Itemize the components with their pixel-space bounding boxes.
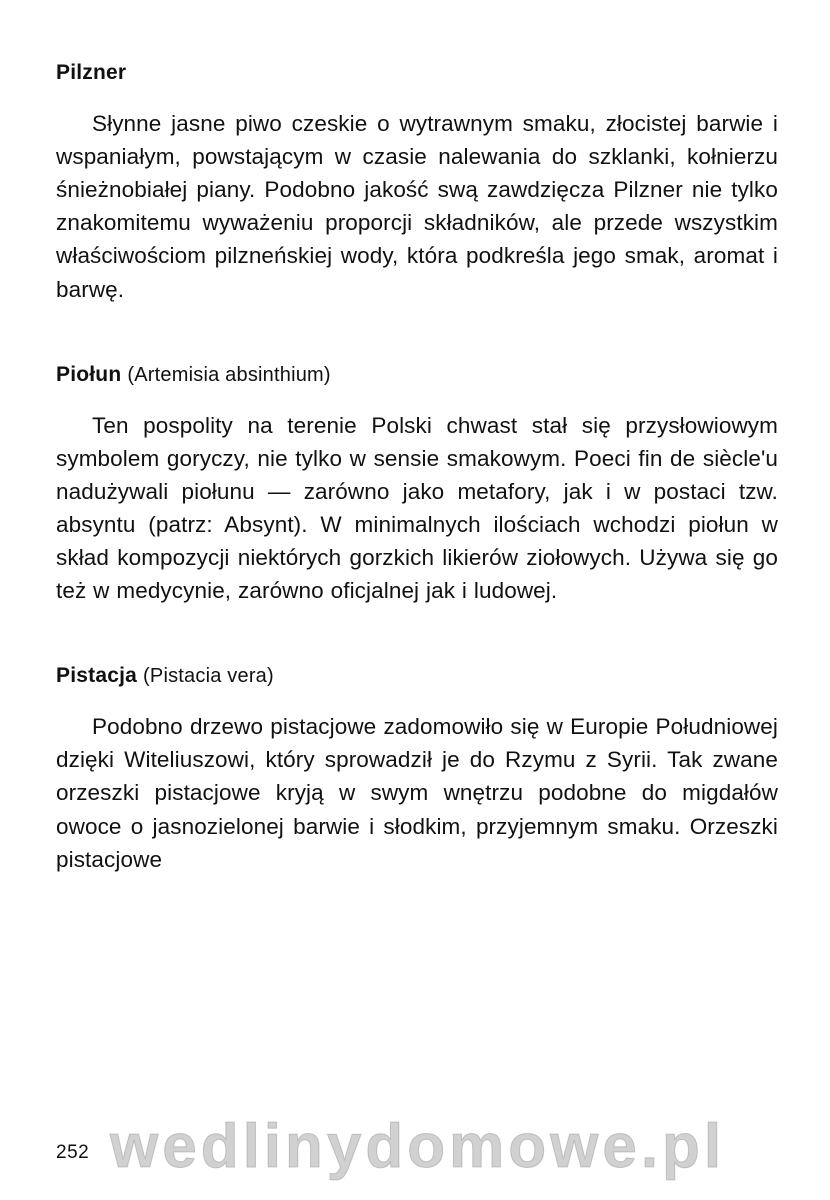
entry-body: Słynne jasne piwo czeskie o wytrawnym smaku, złocistej barwie i wspaniałym, powstającym w czasie nalewania do szklanki, kołnierzu śnieżnobiałej piany. Podobno jakość swą zawdzięcza Pilzner nie tylko znakomitemu wyważeniu proporcji składników, ale przede wszystkim właściwościom pilzneńskiej wody, która podkreśla jego smak, aromat i barwę.: [56, 111, 778, 302]
entry-body: Podobno drzewo pistacjowe zadomowiło się w Europie Południowej dzięki Witeliuszowi, który sprowadził je do Rzymu z Syrii. Tak zwane orzeszki pistacjowe kryją w swym wnętrzu podobne do migdałów owoce o jasnozielonej barwie i słodkim, przyjemnym smaku. Orzeszki pistacjowe: [56, 714, 778, 872]
entry-title: [56, 663, 778, 688]
entry-title-text: Pilzner: [56, 61, 127, 84]
dictionary-entry-pistacja: [56, 663, 778, 876]
watermark: wedlinydomowe.pl: [110, 1112, 726, 1181]
dictionary-entry-pilzner: [56, 60, 778, 306]
entry-latin-name: (Pistacia vera): [143, 665, 274, 688]
spacer: [56, 607, 778, 663]
dictionary-entry-piolun: [56, 362, 778, 608]
entry-title: [56, 362, 778, 387]
entry-latin-name: (Artemisia absinthium): [127, 363, 331, 386]
page-footer: [0, 1090, 830, 1200]
page-number: 252: [56, 1142, 90, 1163]
entry-title: [56, 60, 778, 85]
spacer: [56, 694, 778, 710]
entry-body: Ten pospolity na terenie Polski chwast stał się przysłowiowym symbolem goryczy, nie tylko w sensie smakowym. Poeci fin de siècle'u nadużywali piołunu — zarówno jako metafory, jak i w postaci tzw. absyntu (patrz: Absynt). W minimalnych ilościach wchodzi piołun w skład kompozycji niektórych gorzkich likierów ziołowych. Używa się go też w medycynie, zarówno oficjalnej jak i ludowej.: [56, 412, 778, 604]
spacer: [56, 91, 778, 107]
entry-title-text: Pistacja: [56, 664, 137, 688]
spacer: [56, 306, 778, 362]
entry-title-text: Piołun: [56, 362, 122, 386]
spacer: [56, 393, 778, 409]
